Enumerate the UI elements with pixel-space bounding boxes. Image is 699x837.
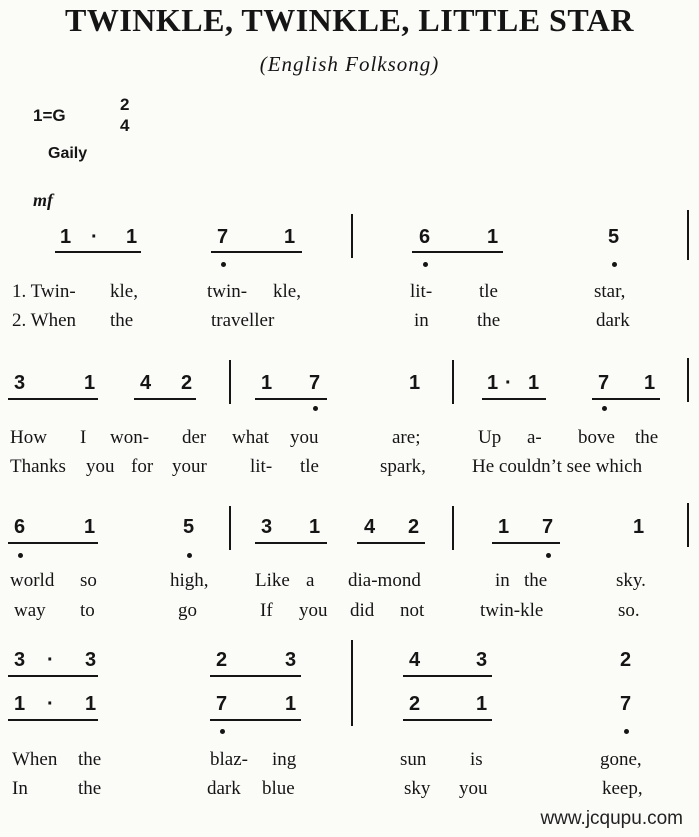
lyric: the bbox=[78, 749, 102, 770]
lyric: ing bbox=[272, 749, 297, 770]
note-dot: · bbox=[91, 226, 98, 248]
lyric: 1. Twin- bbox=[12, 281, 76, 302]
low-octave-dot bbox=[624, 729, 629, 734]
note: 1 bbox=[14, 693, 26, 715]
lyric: the bbox=[78, 778, 102, 799]
low-octave-dot bbox=[423, 262, 428, 267]
lyric: kle, bbox=[110, 281, 138, 302]
lyric: blue bbox=[262, 778, 295, 799]
note: 1 bbox=[633, 516, 645, 538]
note: 7 bbox=[620, 693, 632, 715]
low-octave-dot bbox=[612, 262, 617, 267]
note: 4 bbox=[364, 516, 376, 538]
bar-line bbox=[687, 503, 689, 547]
time-signature-bottom: 4 bbox=[120, 116, 130, 135]
low-octave-dot bbox=[221, 262, 226, 267]
note: 1 bbox=[85, 693, 97, 715]
lyric: you bbox=[459, 778, 488, 799]
note: 7 bbox=[217, 226, 229, 248]
note: 7 bbox=[309, 372, 321, 394]
underline-beam bbox=[255, 542, 327, 544]
watermark: www.jcqupu.com bbox=[540, 808, 683, 829]
lyric: the bbox=[477, 310, 501, 331]
bar-line bbox=[229, 360, 231, 404]
lyric: not bbox=[400, 600, 425, 621]
bar-line bbox=[351, 214, 353, 258]
lyric: keep, bbox=[602, 778, 643, 799]
lyric: star, bbox=[594, 281, 626, 302]
lyric: lit- bbox=[410, 281, 433, 302]
underline-beam bbox=[8, 542, 98, 544]
lyric: you bbox=[290, 427, 319, 448]
lyric: in bbox=[414, 310, 429, 331]
note: 1 bbox=[285, 693, 297, 715]
note-dot: · bbox=[47, 693, 54, 715]
note-dot: · bbox=[47, 649, 54, 671]
lyric: for bbox=[131, 456, 154, 477]
lyric: Thanks bbox=[10, 456, 66, 477]
lyric: I bbox=[80, 427, 87, 448]
underline-beam bbox=[55, 251, 141, 253]
note: 7 bbox=[542, 516, 554, 538]
low-octave-dot bbox=[546, 553, 551, 558]
underline-beam bbox=[8, 398, 98, 400]
key-signature: 1=G bbox=[33, 106, 66, 125]
underline-beam bbox=[134, 398, 196, 400]
bar-line bbox=[229, 506, 231, 550]
note: 4 bbox=[409, 649, 421, 671]
low-octave-dot bbox=[602, 406, 607, 411]
lyric: dark bbox=[207, 778, 241, 799]
low-octave-dot bbox=[18, 553, 23, 558]
lyric: the bbox=[524, 570, 548, 591]
note: 5 bbox=[183, 516, 195, 538]
underline-beam bbox=[403, 675, 492, 677]
note: 1 bbox=[487, 226, 499, 248]
low-octave-dot bbox=[187, 553, 192, 558]
note: 1 bbox=[309, 516, 321, 538]
page-title: TWINKLE, TWINKLE, LITTLE STAR bbox=[64, 2, 635, 38]
lyric: world bbox=[10, 570, 55, 591]
lyric: 2. When bbox=[12, 310, 77, 331]
underline-beam bbox=[357, 542, 425, 544]
lyric: is bbox=[470, 749, 483, 770]
note: 3 bbox=[14, 372, 26, 394]
dynamic-marking: mf bbox=[33, 190, 53, 210]
note: 1 bbox=[498, 516, 510, 538]
lyric: Up bbox=[478, 427, 502, 448]
note: 1 bbox=[261, 372, 273, 394]
lyric: won- bbox=[110, 427, 150, 448]
lyric: lit- bbox=[250, 456, 273, 477]
underline-beam bbox=[8, 675, 98, 677]
lyric: the bbox=[110, 310, 134, 331]
lyric: the bbox=[635, 427, 659, 448]
lyric: are; bbox=[392, 427, 421, 448]
bar-line bbox=[687, 210, 689, 260]
lyric: way bbox=[14, 600, 46, 621]
lyric: kle, bbox=[273, 281, 301, 302]
underline-beam bbox=[210, 675, 301, 677]
note: 2 bbox=[620, 649, 632, 671]
lyric: gone, bbox=[600, 749, 642, 770]
note: 2 bbox=[181, 372, 193, 394]
lyric: spark, bbox=[380, 456, 426, 477]
underline-beam bbox=[592, 398, 660, 400]
lyric: traveller bbox=[211, 310, 275, 331]
lyric: you bbox=[86, 456, 115, 477]
note: 2 bbox=[216, 649, 228, 671]
note: 7 bbox=[216, 693, 228, 715]
lyric: high, bbox=[170, 570, 209, 591]
lyric: He couldn’t see which bbox=[472, 456, 643, 477]
underline-beam bbox=[412, 251, 503, 253]
note: 3 bbox=[476, 649, 488, 671]
lyric: sky bbox=[404, 778, 431, 799]
lyric: in bbox=[495, 570, 510, 591]
lyric: dark bbox=[596, 310, 630, 331]
lyric: you bbox=[299, 600, 328, 621]
underline-beam bbox=[255, 398, 327, 400]
note: 1 bbox=[644, 372, 656, 394]
lyric: bove bbox=[578, 427, 615, 448]
underline-beam bbox=[492, 542, 560, 544]
time-signature bbox=[120, 94, 129, 136]
note: 1 bbox=[126, 226, 138, 248]
lyric: dia-mond bbox=[348, 570, 421, 591]
lyric: twin-kle bbox=[480, 600, 544, 621]
note: 2 bbox=[409, 693, 421, 715]
note: 3 bbox=[14, 649, 26, 671]
lyric: sun bbox=[400, 749, 427, 770]
lyric: your bbox=[172, 456, 207, 477]
lyric: so. bbox=[618, 600, 640, 621]
note: 2 bbox=[408, 516, 420, 538]
lyric: sky. bbox=[616, 570, 646, 591]
time-signature-top: 2 bbox=[120, 95, 130, 114]
lyric: so bbox=[80, 570, 97, 591]
note-dot: · bbox=[505, 372, 512, 394]
bar-line bbox=[452, 360, 454, 404]
page-subtitle: (English Folksong) bbox=[259, 52, 440, 76]
tempo-marking: Gaily bbox=[48, 145, 88, 162]
lyric: what bbox=[232, 427, 269, 448]
underline-beam bbox=[211, 251, 302, 253]
lyric: When bbox=[12, 749, 58, 770]
lyric: If bbox=[260, 600, 273, 621]
note: 1 bbox=[84, 372, 96, 394]
underline-beam bbox=[403, 719, 492, 721]
lyric: to bbox=[80, 600, 95, 621]
note: 1 bbox=[60, 226, 72, 248]
underline-beam bbox=[482, 398, 546, 400]
lyric: blaz- bbox=[210, 749, 248, 770]
note: 3 bbox=[261, 516, 273, 538]
lyric: a- bbox=[527, 427, 542, 448]
lyric: go bbox=[178, 600, 197, 621]
lyric: der bbox=[182, 427, 207, 448]
note: 4 bbox=[140, 372, 152, 394]
lyric: Like bbox=[255, 570, 290, 591]
low-octave-dot bbox=[313, 406, 318, 411]
note: 1 bbox=[409, 372, 421, 394]
lyric: How bbox=[10, 427, 47, 448]
lyric: did bbox=[350, 600, 375, 621]
note: 5 bbox=[608, 226, 620, 248]
lyric: twin- bbox=[207, 281, 248, 302]
note: 7 bbox=[598, 372, 610, 394]
bar-line bbox=[687, 358, 689, 402]
low-octave-dot bbox=[220, 729, 225, 734]
note: 1 bbox=[476, 693, 488, 715]
note: 6 bbox=[14, 516, 26, 538]
bar-line bbox=[351, 640, 353, 726]
underline-beam bbox=[210, 719, 301, 721]
note: 1 bbox=[284, 226, 296, 248]
note: 3 bbox=[85, 649, 97, 671]
lyric: In bbox=[12, 778, 28, 799]
note: 3 bbox=[285, 649, 297, 671]
lyric: a bbox=[306, 570, 315, 591]
note: 1 bbox=[528, 372, 540, 394]
underline-beam bbox=[8, 719, 98, 721]
lyric: tle bbox=[300, 456, 319, 477]
note: 1 bbox=[84, 516, 96, 538]
lyric: tle bbox=[479, 281, 498, 302]
bar-line bbox=[452, 506, 454, 550]
note: 1 bbox=[487, 372, 499, 394]
note: 6 bbox=[419, 226, 431, 248]
